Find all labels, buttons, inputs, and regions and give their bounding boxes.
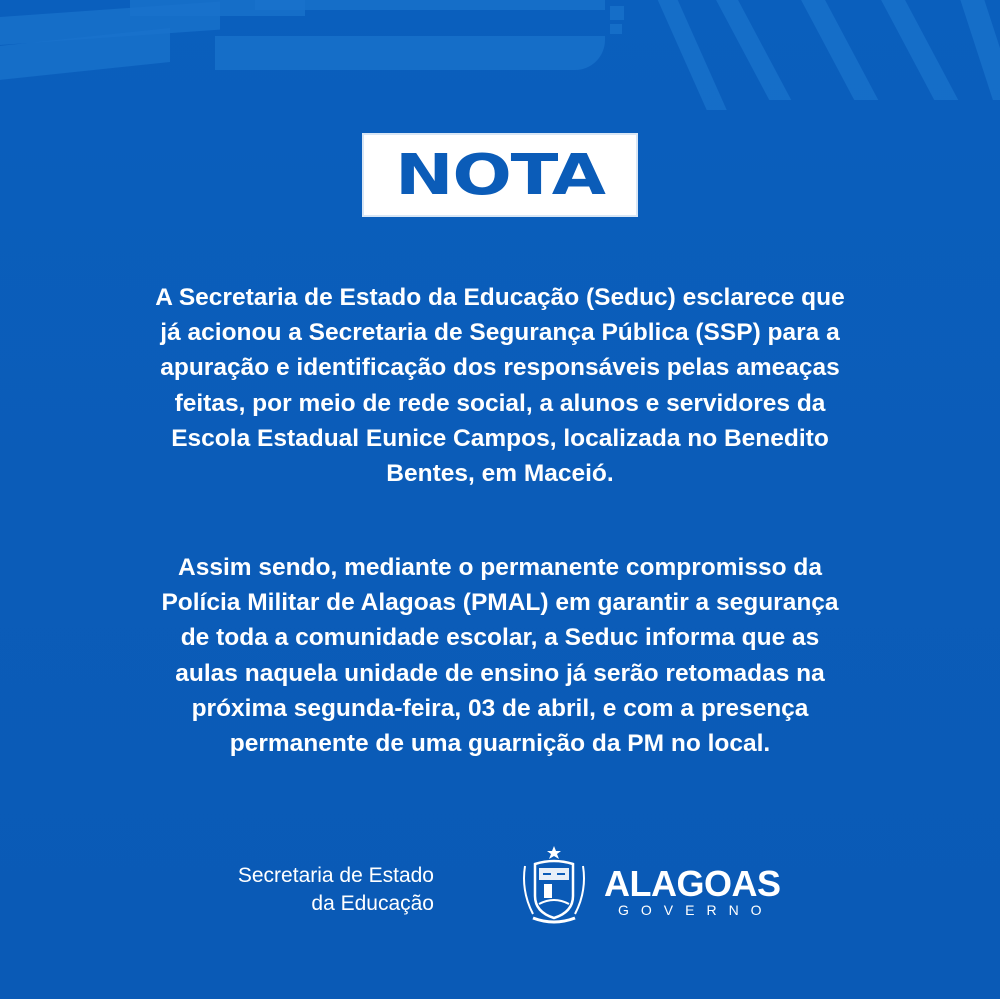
logo-governo: GOVERNO <box>618 902 774 918</box>
text-line: permanente de uma guarnição da PM no local. <box>229 730 771 758</box>
text-line: Escola Estadual Eunice Campos, localizada no Benedito <box>171 424 829 452</box>
title-box <box>362 133 638 217</box>
text-line: Assim sendo, mediante o permanente compromisso da <box>178 554 822 581</box>
paragraph-1 <box>60 280 940 491</box>
secretaria-line-2: da Educação <box>311 892 434 915</box>
text-line: Bentes, em Maceió. <box>386 460 614 488</box>
text-line: de toda a comunidade escolar, a Seduc informa que as <box>180 624 820 652</box>
text-line: feitas, por meio de rede social, a alunos e servidores da <box>174 389 826 417</box>
text-line: já acionou a Secretaria de Segurança Pública (SSP) para a <box>160 319 840 347</box>
page-title: NOTA <box>395 142 605 208</box>
text-line: próxima segunda-feira, 03 de abril, e com a presença <box>191 694 809 722</box>
secretaria-label <box>238 862 434 918</box>
alagoas-coat-of-arms-icon <box>515 846 593 928</box>
text-line: aulas naquela unidade de ensino já serão retomadas na <box>175 659 825 687</box>
paragraph-2 <box>60 550 940 761</box>
text-line: Polícia Militar de Alagoas (PMAL) em garantir a segurança <box>161 589 839 617</box>
logo-alagoas: ALAGOAS <box>604 863 781 904</box>
secretaria-line-1: Secretaria de Estado <box>237 864 434 887</box>
text-line: A Secretaria de Estado da Educação (Seduc) esclarece que <box>155 284 845 311</box>
text-line: apuração e identificação dos responsáveis pelas ameaças <box>160 354 840 382</box>
